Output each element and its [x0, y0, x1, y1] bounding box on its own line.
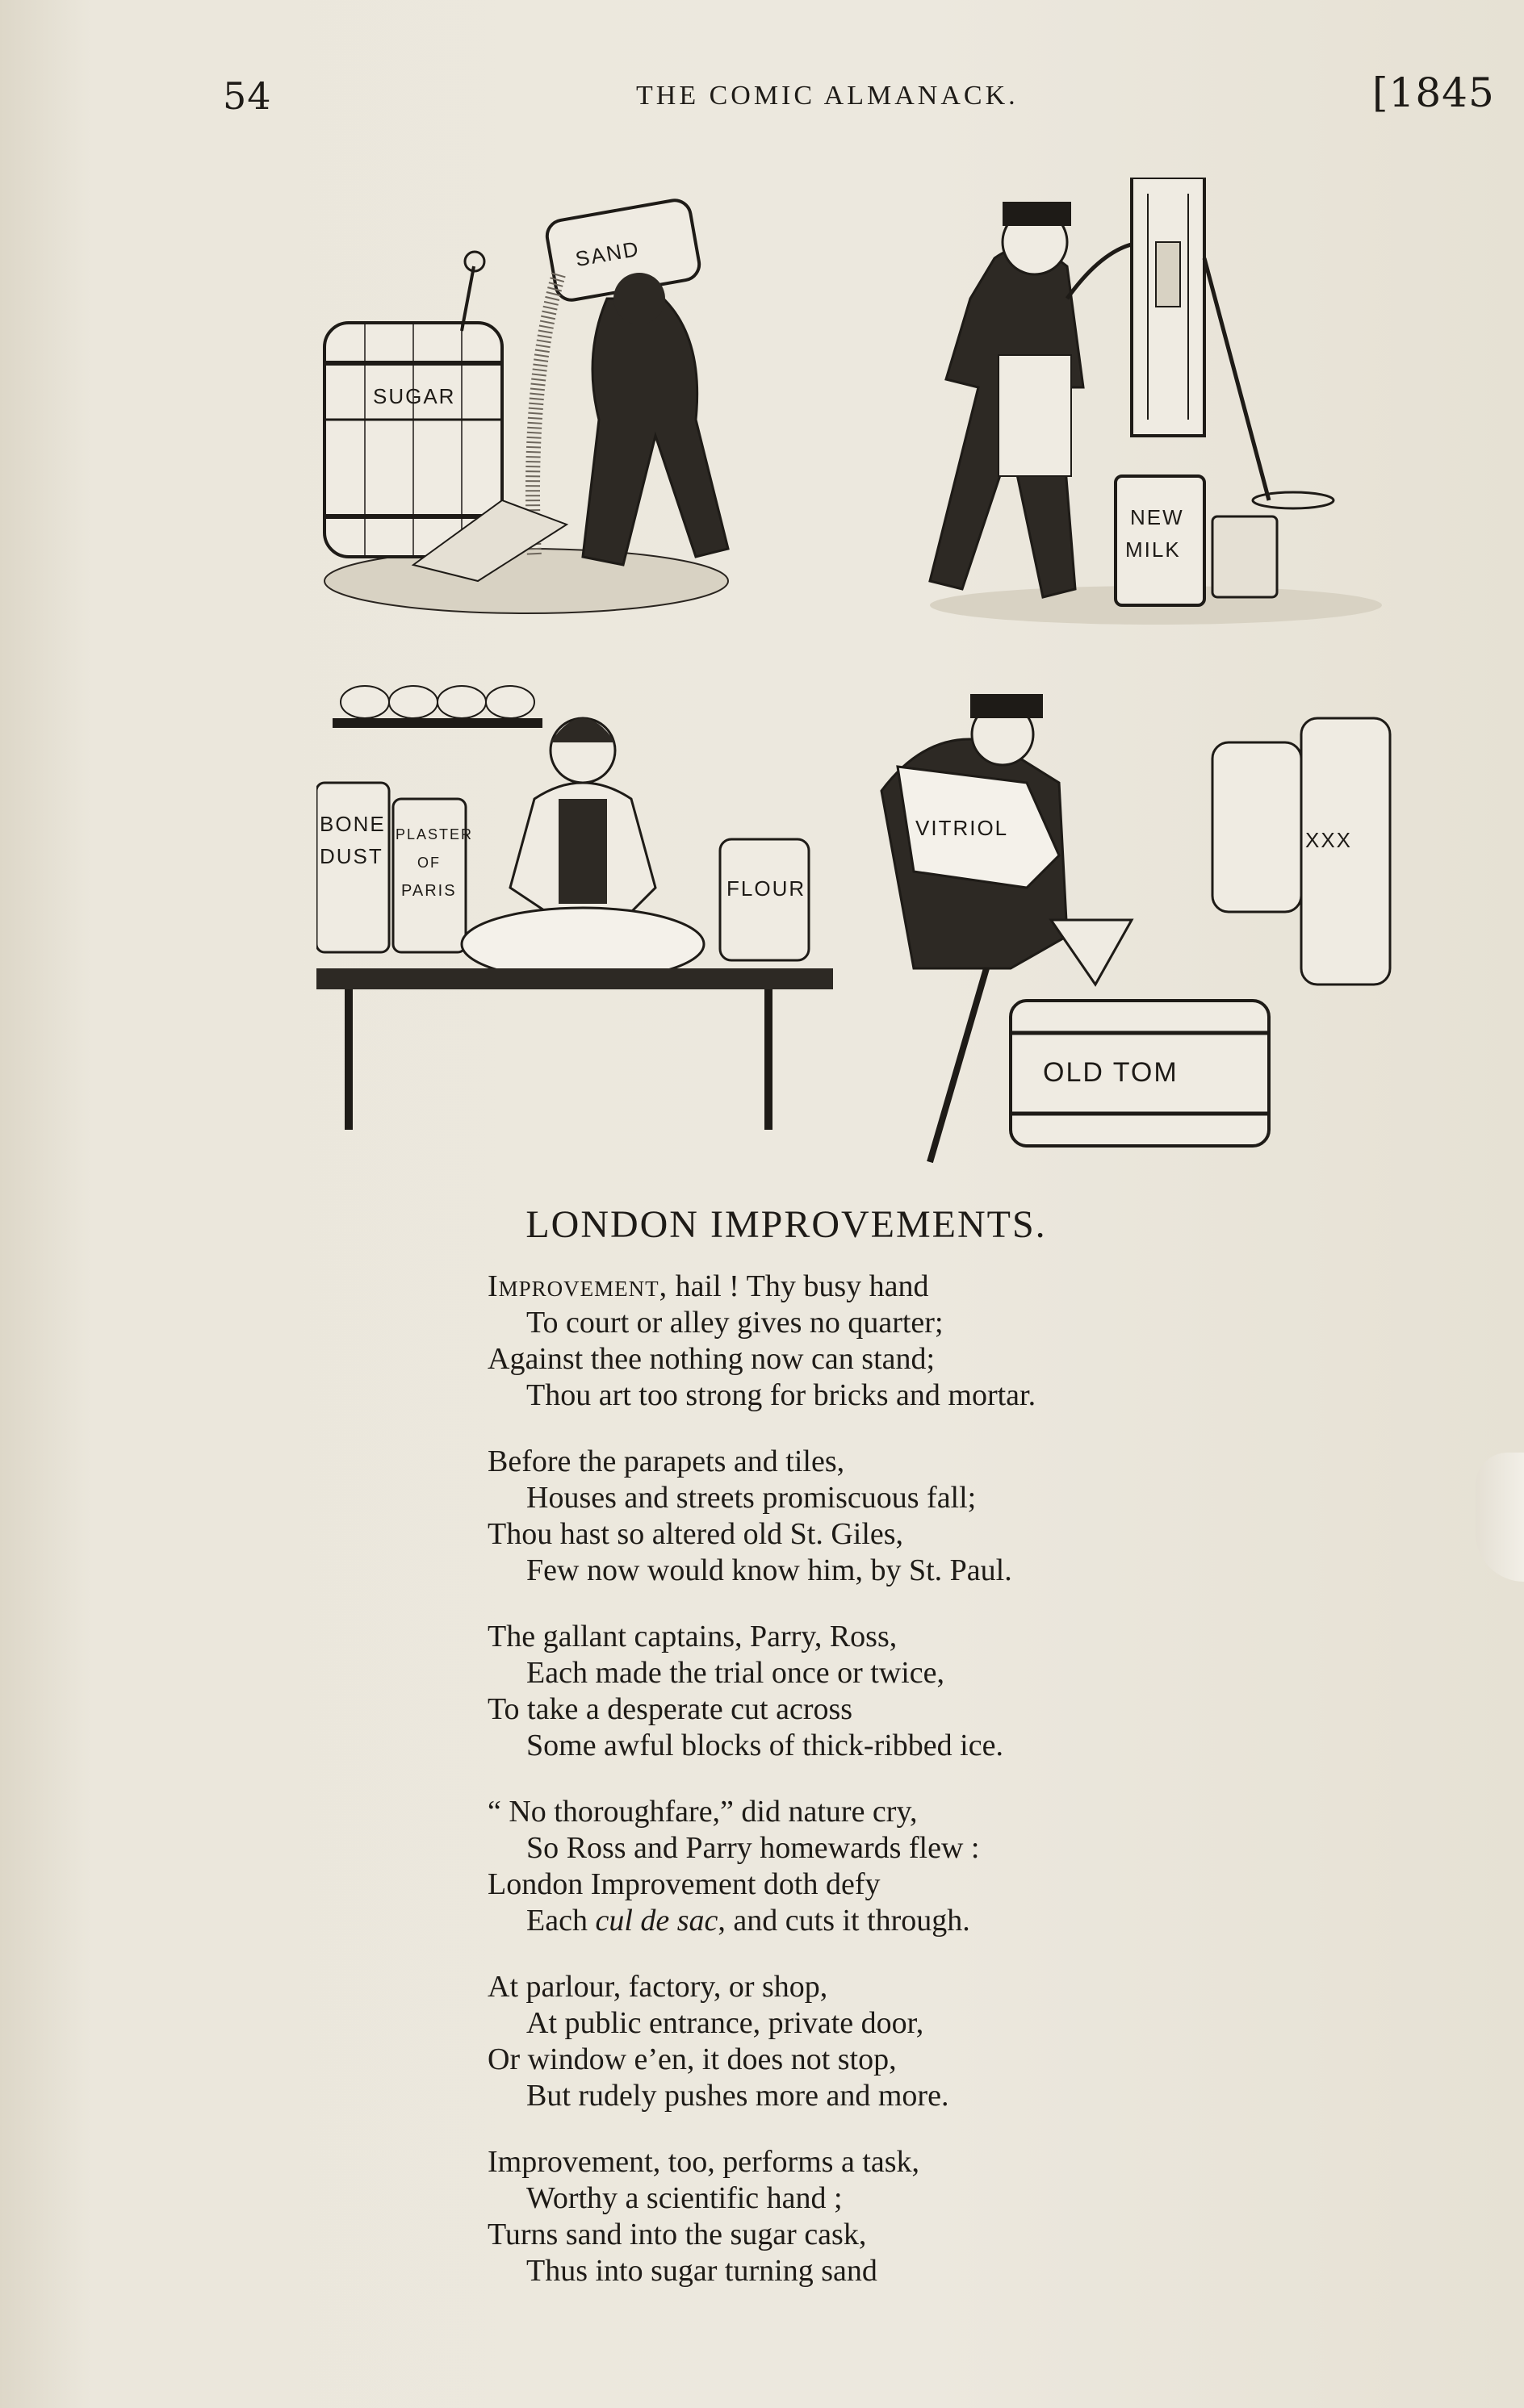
flour-label: FLOUR	[726, 876, 806, 901]
poem-line: Thou hast so altered old St. Giles,	[488, 1517, 904, 1551]
running-title: THE COMIC ALMANACK.	[636, 81, 1019, 111]
poem-line: At parlour, factory, or shop,	[488, 1970, 828, 2004]
xxx-label: XXX	[1305, 828, 1353, 852]
poem-line: Improvement, too, performs a task,	[488, 2145, 920, 2179]
new-milk-engraving	[914, 178, 1398, 629]
poem-line	[488, 1269, 1295, 1305]
sugar-sand-engraving	[316, 178, 768, 629]
poem-line-end: , and cuts it through.	[718, 1904, 970, 1938]
poem-line: Against thee nothing now can stand;	[488, 1342, 936, 1376]
panel-new-milk	[914, 178, 1398, 629]
stanza-1	[488, 1269, 1295, 1414]
stanza-4	[488, 1794, 1295, 1939]
old-tom-label: OLD TOM	[1043, 1057, 1179, 1088]
running-header	[0, 69, 1524, 131]
poem-body	[488, 1269, 1295, 2319]
page-tear	[1476, 1453, 1524, 1582]
dust-label: DUST	[320, 844, 383, 868]
sugar-cask-label: SUGAR	[373, 384, 456, 408]
year-bracket: [1845	[1372, 69, 1495, 116]
panel-sugar-sand	[316, 178, 768, 629]
poem-line: To court or alley gives no quarter;	[526, 1306, 944, 1340]
bone-label: BONE	[320, 812, 386, 836]
new-label: NEW	[1130, 505, 1184, 529]
poem-line: Each made the trial once or twice,	[526, 1656, 945, 1690]
poem-line: Some awful blocks of thick-ribbed ice.	[526, 1729, 1003, 1762]
milk-label: MILK	[1125, 537, 1181, 562]
poem-line-start: Each	[526, 1904, 596, 1938]
panel-vitriol-old-tom	[865, 678, 1398, 1170]
plaster-label: PLASTER	[396, 826, 474, 842]
sand-sack-label: SAND	[573, 236, 642, 272]
poem-line: To take a desperate cut across	[488, 1692, 853, 1726]
poem-italic-phrase: cul de sac	[595, 1904, 718, 1938]
poem-line: At public entrance, private door,	[526, 2006, 924, 2040]
stanza-3	[488, 1619, 1295, 1764]
poem-line: Houses and streets promiscuous fall;	[526, 1481, 977, 1515]
poem-line: Thou art too strong for bricks and mortar.	[526, 1378, 1036, 1412]
poem-line: Or window e’en, it does not stop,	[488, 2042, 897, 2076]
poem-line: London Improvement doth defy	[488, 1867, 881, 1901]
poem-line: Worthy a scientific hand ;	[526, 2181, 843, 2215]
poem-line: But rudely pushes more and more.	[526, 2079, 949, 2113]
paris-label: PARIS	[401, 882, 457, 900]
poem-line: “ No thoroughfare,” did nature cry,	[488, 1795, 918, 1829]
poem-opening-word: Improvement,	[488, 1269, 668, 1303]
baker-engraving	[316, 678, 833, 1162]
poem-line: Before the parapets and tiles,	[488, 1444, 845, 1478]
poem-line: Turns sand into the sugar cask,	[488, 2218, 867, 2251]
vitriol-engraving	[865, 678, 1398, 1170]
page-number: 54	[223, 74, 272, 118]
stanza-5	[488, 1969, 1295, 2114]
engraving-illustration	[316, 178, 1398, 1170]
of-label: OF	[417, 855, 441, 871]
vitriol-label: VITRIOL	[915, 816, 1009, 840]
panel-baker-flour	[316, 678, 833, 1162]
poem-line: Thus into sugar turning sand	[526, 2254, 877, 2288]
stanza-6	[488, 2144, 1295, 2289]
poem-line	[488, 1903, 1295, 1939]
poem-line: So Ross and Parry homewards flew :	[526, 1831, 980, 1865]
poem-title: LONDON IMPROVEMENTS.	[525, 1203, 1047, 1246]
poem-line: Few now would know him, by St. Paul.	[526, 1553, 1012, 1587]
stanza-2	[488, 1444, 1295, 1589]
poem-line: The gallant captains, Parry, Ross,	[488, 1620, 898, 1653]
poem-line-rest: hail ! Thy busy hand	[668, 1269, 929, 1303]
